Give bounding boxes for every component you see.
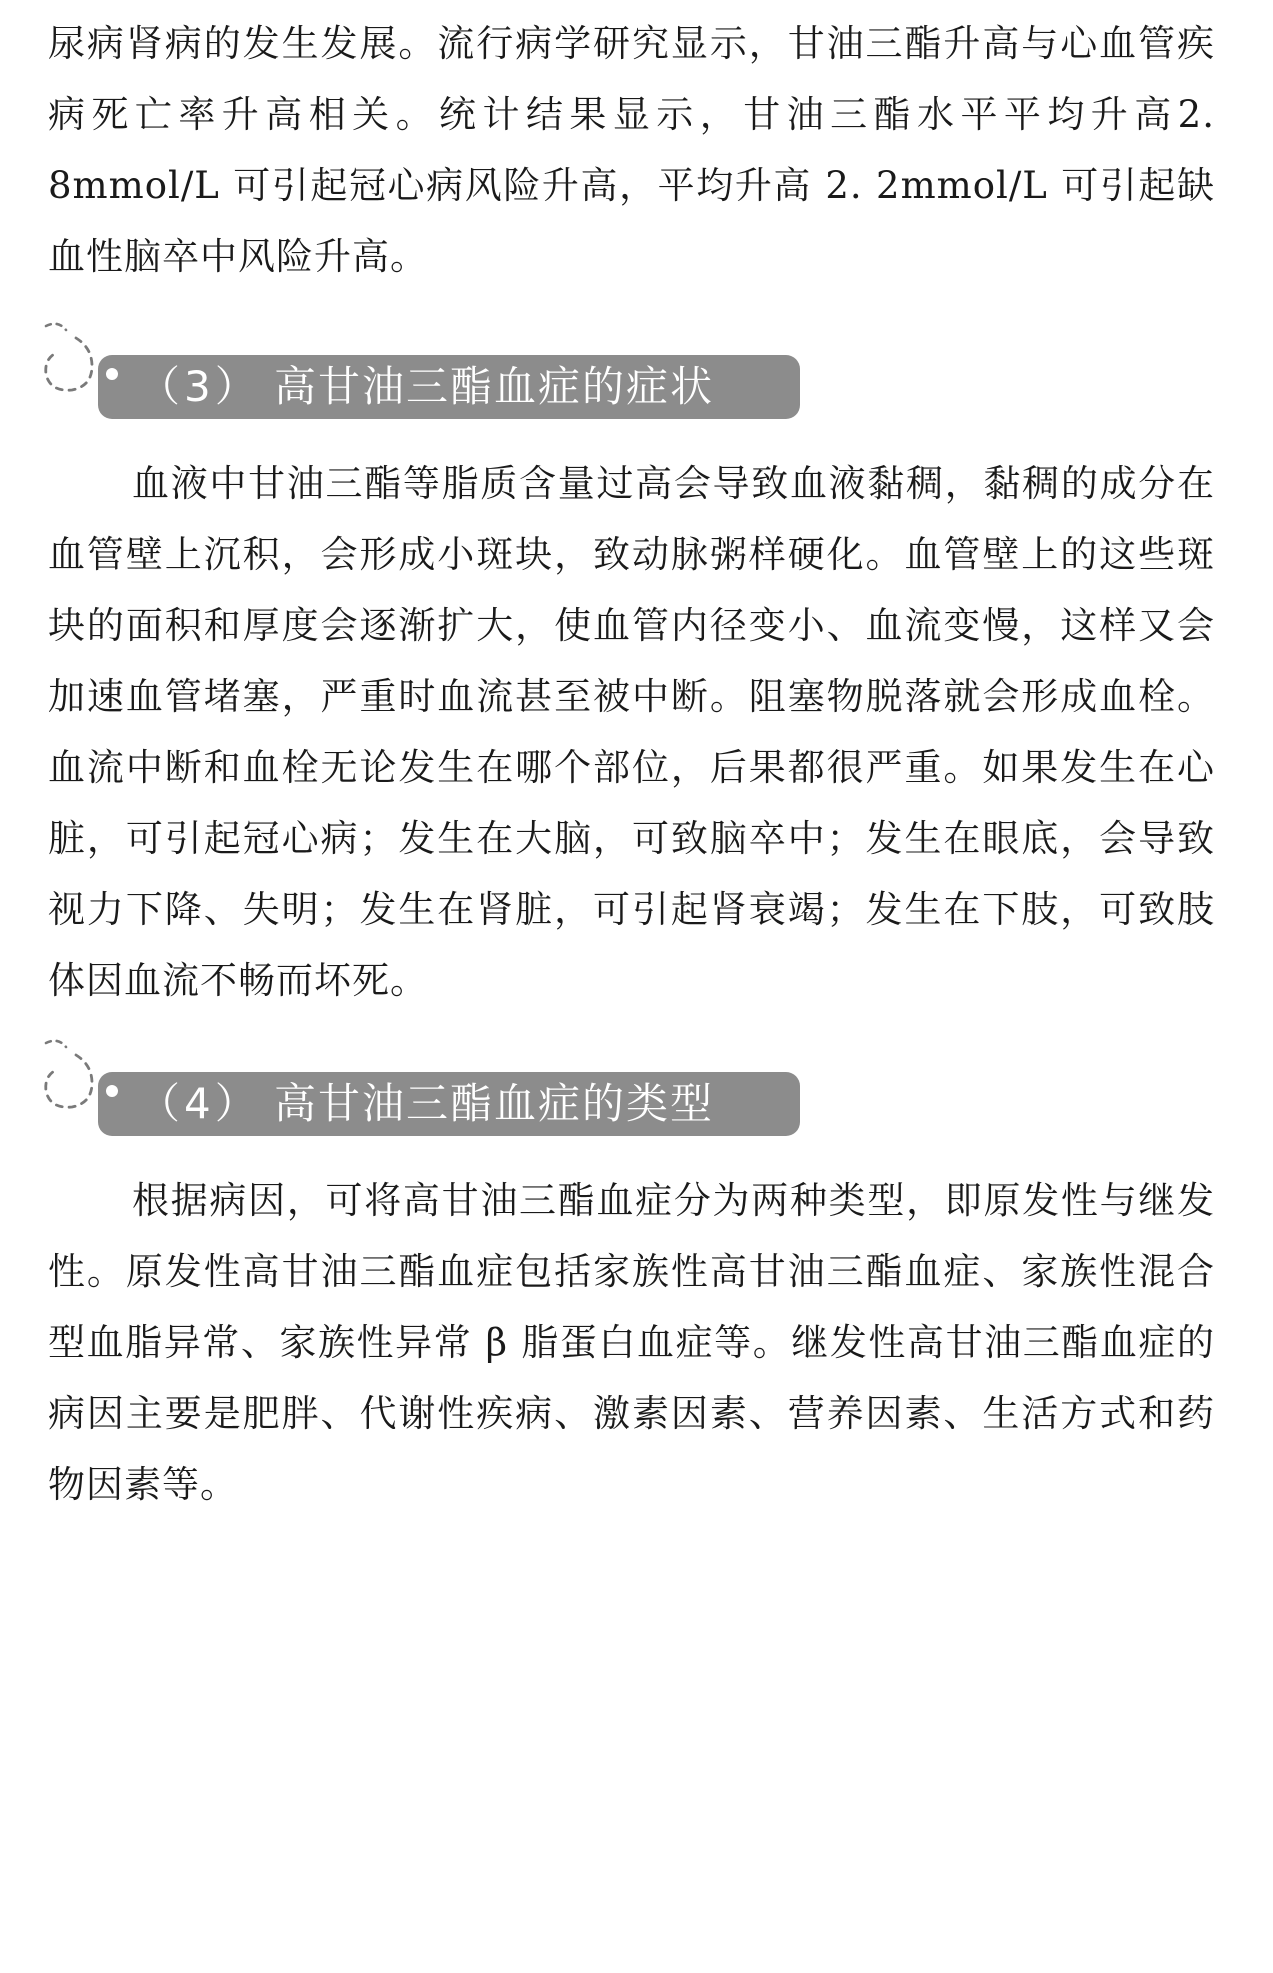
section-title: 高甘油三酯血症的类型 <box>274 1079 715 1128</box>
section-heading-symptoms <box>36 318 806 430</box>
section-heading-types <box>36 1035 806 1147</box>
intro-paragraph: 尿病肾病的发生发展。流行病学研究显示，甘油三酯升高与心血管疾病死亡率升高相关。统计结果显示，甘油三酯水平平均升高2. 8mmol/L 可引起冠心病风险升高，平均升高 2. 2mmol/L 可引起缺血性脑卒中风险升高。 <box>48 22 1215 278</box>
symptoms-paragraph: 血液中甘油三酯等脂质含量过高会导致血液黏稠，黏稠的成分在血管壁上沉积，会形成小斑块，致动脉粥样硬化。血管壁上的这些斑块的面积和厚度会逐渐扩大，使血管内径变小、血流变慢，这样又会加速血管堵塞，严重时血流甚至被中断。阻塞物脱落就会形成血栓。血流中断和血栓无论发生在哪个部位，后果都很严重。如果发生在心脏，可引起冠心病；发生在大脑，可致脑卒中；发生在眼底，会导致视力下降、失明；发生在肾脏，可引起肾衰竭；发生在下肢，可致肢体因血流不畅而坏死。 <box>48 462 1215 1002</box>
types-paragraph: 根据病因，可将高甘油三酯血症分为两种类型，即原发性与继发性。原发性高甘油三酯血症包括家族性高甘油三酯血症、家族性混合型血脂异常、家族性异常 β 脂蛋白血症等。继发性高甘油三酯血症的病因主要是肥胖、代谢性疾病、激素因素、营养因素、生活方式和药物因素等。 <box>48 1179 1215 1506</box>
section-title: 高甘油三酯血症的症状 <box>274 362 715 411</box>
bullet-dot <box>106 368 118 380</box>
section-number: （4） <box>138 1079 261 1128</box>
section-number: （3） <box>138 362 261 411</box>
bullet-dot <box>106 1085 118 1097</box>
